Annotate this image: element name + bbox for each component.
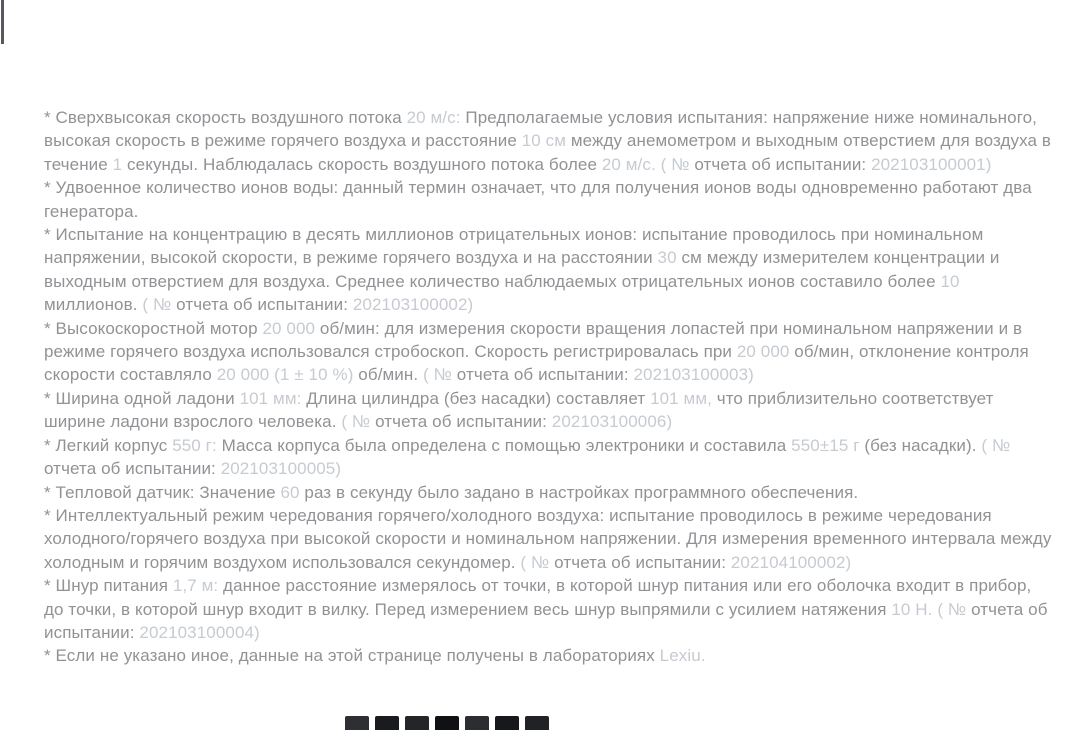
footnote-paragraph bbox=[44, 387, 1052, 434]
highlight-run: 10 Н. bbox=[891, 599, 933, 619]
text-run: Масса корпуса была определена с помощью электроники и составила bbox=[216, 435, 792, 455]
highlight-run: ( № bbox=[520, 552, 550, 572]
highlight-run: ( № bbox=[660, 154, 690, 174]
footnote-paragraph bbox=[44, 644, 1052, 667]
highlight-run: 550±15 г bbox=[791, 435, 860, 455]
footnote-paragraph bbox=[44, 574, 1052, 644]
highlight-run: 20 000 bbox=[262, 318, 316, 338]
highlight-run: 202103100003) bbox=[633, 365, 754, 385]
text-run: * Тепловой датчик: Значение bbox=[44, 482, 281, 502]
footnote-paragraph bbox=[44, 317, 1052, 387]
highlight-run: 202103100006) bbox=[551, 412, 673, 432]
text-run: раз в секунду было задано в настройках программного обеспечения. bbox=[299, 482, 859, 502]
highlight-run: 1 bbox=[112, 154, 123, 174]
highlight-run: ( № bbox=[981, 435, 1011, 455]
highlight-run: 20 м/с. bbox=[601, 154, 656, 174]
text-run: отчета об испытании: bbox=[44, 599, 1048, 642]
text-run: * Сверхвысокая скорость воздушного потока bbox=[44, 108, 407, 127]
highlight-run: ( № bbox=[937, 599, 967, 619]
text-run: * Удвоенное количество ионов воды: данный термин означает, что для получения ионов воды одновременно работают два генератора. bbox=[44, 178, 1032, 221]
text-run: отчета об испытании: bbox=[171, 295, 353, 315]
highlight-run: 202103100002) bbox=[352, 295, 474, 315]
left-edge-artifact-line bbox=[1, 0, 4, 44]
text-run: * Высокоскоростной мотор bbox=[44, 318, 263, 338]
highlight-run: Lexiu. bbox=[659, 646, 706, 666]
text-run: миллионов. bbox=[44, 295, 143, 315]
text-run: * Интеллектуальный режим чередования горячего/холодного воздуха: испытание проводилось в режиме чередования холодного/горячего воздуха при высокой скорости и номинальном напряжении. Для измерения временного интервала между холодным и горячим воздухом использовался секундомер. bbox=[44, 505, 1052, 572]
text-run: (без насадки). bbox=[859, 435, 982, 455]
footnotes-section bbox=[44, 106, 1052, 668]
highlight-run: 10 bbox=[940, 271, 960, 291]
text-run: что приблизительно соответствует ширине ладони взрослого человека. bbox=[44, 388, 994, 432]
text-run: отчета об испытании: bbox=[549, 552, 731, 572]
footnote-paragraph bbox=[44, 176, 1052, 223]
highlight-run: 202104100002) bbox=[730, 552, 852, 572]
highlight-run: ( № bbox=[142, 295, 172, 315]
text-run: отчета об испытании: bbox=[44, 459, 221, 479]
highlight-run: 10 см bbox=[521, 131, 567, 151]
text-run: об/мин, отклонение контроля скорости составляло bbox=[44, 342, 1029, 385]
highlight-run: 202103100004) bbox=[139, 622, 260, 642]
text-run: см между измерителем концентрации и выходным отверстием для воздуха. Среднее количество наблюдаемых отрицательных ионов составило более bbox=[44, 248, 1000, 291]
text-run: * Испытание на концентрацию в десять миллионов отрицательных ионов: испытание проводилось при номинальном напряжении, высокой скорости, в режиме горячего воздуха и на расстоянии bbox=[44, 225, 984, 268]
text-run: об/мин: для измерения скорости вращения лопастей при номинальном напряжении и в режиме горячего воздуха использовался стробоскоп. Скорость регистрировалась при bbox=[44, 318, 1023, 362]
highlight-run: 60 bbox=[280, 482, 300, 502]
text-run: Предполагаемые условия испытания: напряжение ниже номинального, высокая скорость в режиме горячего воздуха и расстояние bbox=[44, 108, 1037, 151]
text-run: * Шнур питания bbox=[44, 576, 173, 596]
text-run: об/мин. bbox=[353, 365, 424, 385]
text-run: отчета об испытании: bbox=[451, 365, 634, 385]
text-run: отчета об испытании: bbox=[370, 412, 552, 432]
footnote-paragraph bbox=[44, 106, 1052, 176]
text-run: данное расстояние измерялось от точки, в которой шнур питания или его оболочка входит в прибор, до точки, в которой шнур входит в вилку. Перед измерением весь шнур выпрямили с усилием натяжения bbox=[44, 576, 1032, 619]
text-run: Длина цилиндра (без насадки) составляет bbox=[301, 388, 651, 408]
highlight-run: 1,7 м: bbox=[172, 576, 219, 596]
highlight-run: 101 мм: bbox=[239, 388, 302, 408]
highlight-run: 20 000 (1 ± 10 %) bbox=[216, 365, 354, 385]
highlight-run: ( № bbox=[423, 365, 452, 385]
highlight-run: 30 bbox=[657, 248, 677, 268]
text-run: * Легкий корпус bbox=[44, 435, 173, 455]
footnote-paragraph bbox=[44, 223, 1052, 317]
highlight-run: ( № bbox=[341, 412, 371, 432]
highlight-run: 550 г: bbox=[172, 435, 217, 455]
text-run: * Ширина одной ладони bbox=[44, 388, 240, 408]
text-run: между анемометром и выходным отверстием для воздуха в течение bbox=[44, 131, 1052, 174]
highlight-run: 202103100005) bbox=[220, 459, 342, 479]
text-run: секунды. Наблюдалась скорость воздушного потока более bbox=[122, 154, 602, 174]
text-run: отчета об испытании: bbox=[689, 154, 872, 174]
highlight-run: 20 000 bbox=[736, 342, 790, 362]
text-run: * Если не указано иное, данные на этой странице получены в лабораториях bbox=[44, 646, 660, 666]
footnote-paragraph bbox=[44, 434, 1052, 481]
highlight-run: 101 мм, bbox=[650, 388, 712, 408]
highlight-run: 20 м/с: bbox=[406, 108, 461, 127]
footnote-paragraph bbox=[44, 481, 1052, 504]
footnote-paragraph bbox=[44, 504, 1052, 574]
highlight-run: 202103100001) bbox=[871, 154, 992, 174]
